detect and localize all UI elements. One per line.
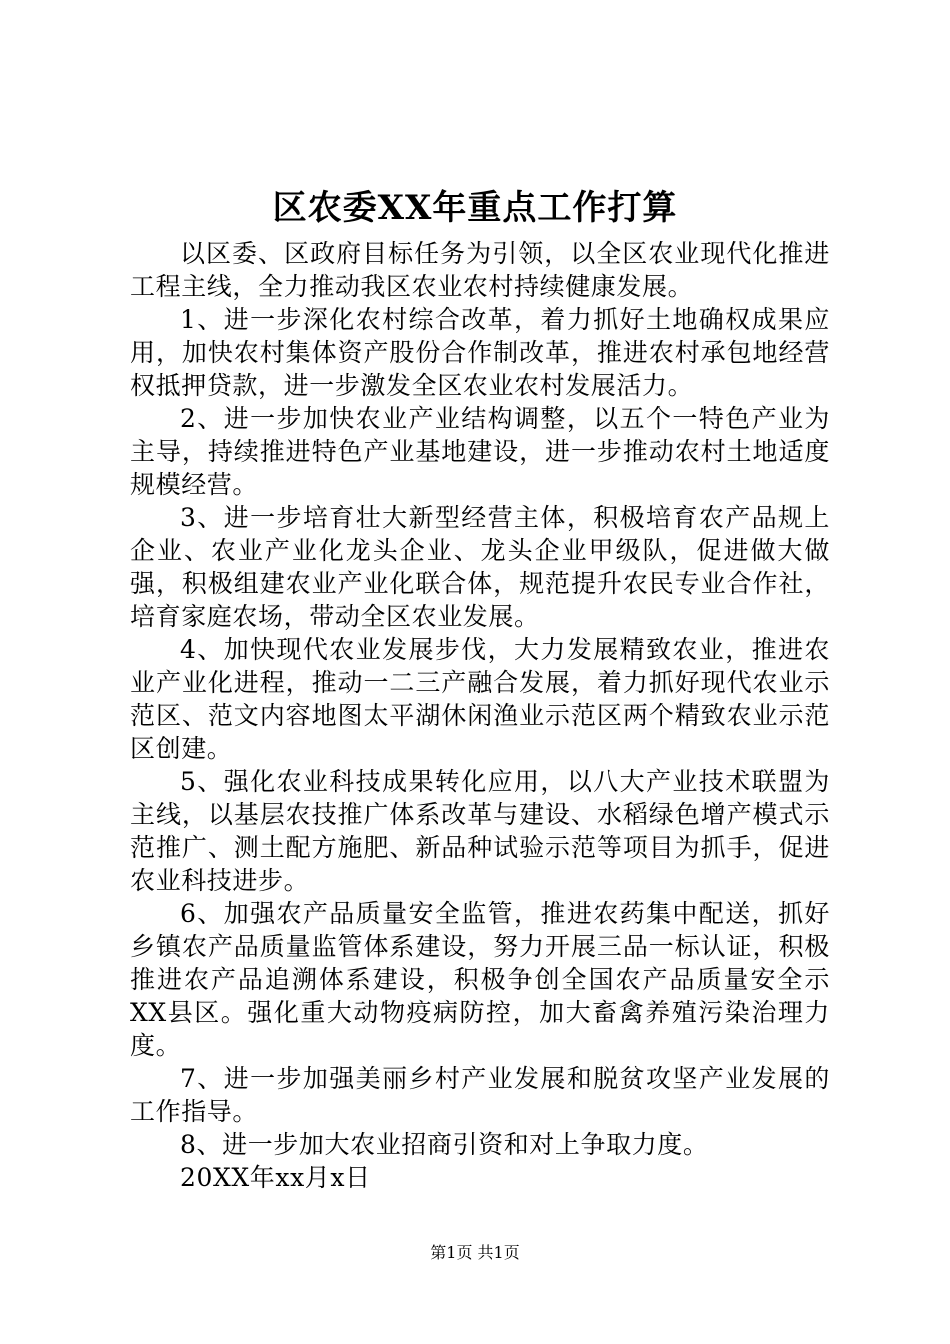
item-paragraph-1: 1、进一步深化农村综合改革，着力抓好土地确权成果应用，加快农村集体资产股份合作制改革，推进农村承包地经营权抵押贷款，进一步激发全区农业农村发展活力。 xyxy=(130,305,830,400)
item-paragraph-3: 3、进一步培育壮大新型经营主体，积极培育农产品规上企业、农业产业化龙头企业、龙头企业甲级队，促进做大做强，积极组建农业产业化联合体，规范提升农民专业合作社，培育家庭农场，带动全区农业发展。 xyxy=(130,503,830,631)
document-date: 20XX年xx月x日 xyxy=(180,1163,371,1192)
page-footer: 第1页 共1页 xyxy=(430,1243,520,1262)
item-paragraph-6: 6、加强农产品质量安全监管，推进农药集中配送，抓好乡镇农产品质量监管体系建设，努力开展三品一标认证，积极推进农产品追溯体系建设，积极争创全国农产品质量安全示XX县区。强化重大动物疫病防控，加大畜禽养殖污染治理力度。 xyxy=(130,899,830,1060)
document-title: 区农委XX年重点工作打算 xyxy=(272,188,678,228)
item-paragraph-2: 2、进一步加快农业产业结构调整，以五个一特色产业为主导，持续推进特色产业基地建设，进一步推动农村土地适度规模经营。 xyxy=(130,404,830,499)
item-paragraph-8: 8、进一步加大农业招商引资和对上争取力度。 xyxy=(180,1130,709,1159)
item-paragraph-7: 7、进一步加强美丽乡村产业发展和脱贫攻坚产业发展的工作指导。 xyxy=(130,1064,830,1126)
document-body xyxy=(130,237,830,1194)
item-paragraph-4: 4、加快现代农业发展步伐，大力发展精致农业，推进农业产业化进程，推动一二三产融合发展，着力抓好现代农业示范区、范文内容地图太平湖休闲渔业示范区两个精致农业示范区创建。 xyxy=(130,635,830,763)
intro-paragraph: 以区委、区政府目标任务为引领，以全区农业现代化推进工程主线，全力推动我区农业农村持续健康发展。 xyxy=(130,239,830,301)
item-paragraph-5: 5、强化农业科技成果转化应用，以八大产业技术联盟为主线，以基层农技推广体系改革与建设、水稻绿色增产模式示范推广、测土配方施肥、新品种试验示范等项目为抓手，促进农业科技进步。 xyxy=(130,767,830,895)
